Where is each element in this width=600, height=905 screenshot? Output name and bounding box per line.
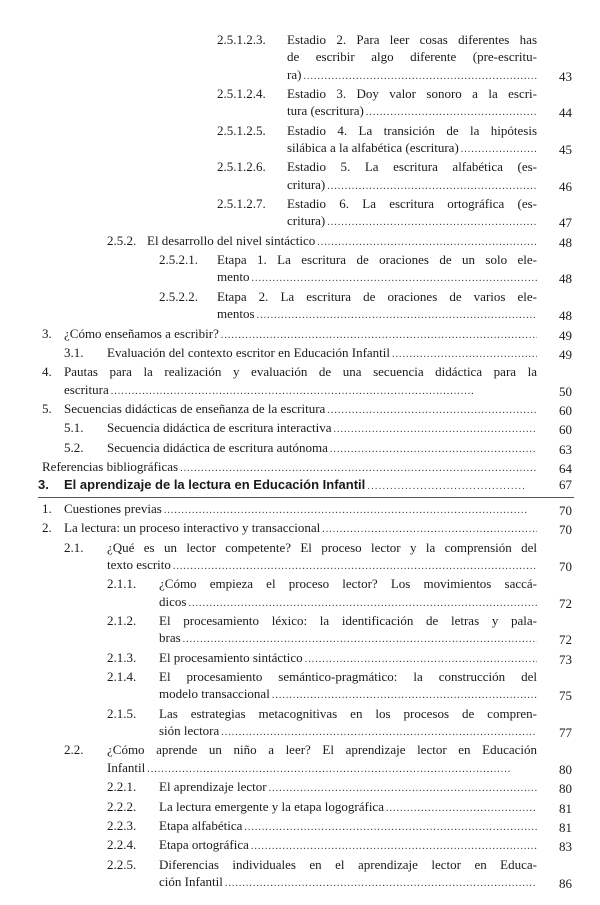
entry-line-text: ción Infantil	[159, 873, 223, 889]
dot-leader	[164, 500, 537, 519]
entry-number: 3.1.	[64, 344, 84, 360]
entry-line-text: El aprendizaje lector	[159, 779, 267, 795]
entry-line-text: Etapa ortográfica	[159, 837, 249, 853]
entry-number: 2.2.4.	[107, 837, 137, 853]
entry-line	[64, 500, 537, 519]
dot-leader	[147, 759, 537, 778]
entry-number: 5.	[42, 400, 52, 416]
entry-text	[64, 519, 537, 538]
entry-line	[107, 539, 537, 556]
toc-entry	[0, 400, 600, 419]
dot-leader	[225, 873, 537, 892]
entry-line-text: El procesamiento léxico: la identificación de letras y pala-	[159, 613, 537, 629]
entry-page-number: 47	[559, 215, 572, 231]
entry-text	[159, 705, 537, 742]
toc-entry	[0, 705, 600, 742]
entry-line-text: Infantil	[107, 759, 146, 775]
dot-leader	[322, 519, 537, 538]
entry-text	[287, 195, 537, 232]
entry-text	[107, 539, 537, 576]
dot-leader	[251, 836, 537, 855]
entry-text	[107, 344, 537, 363]
entry-line	[64, 325, 537, 344]
entry-line-text: Secuencia didáctica de escritura autónoma	[107, 439, 328, 455]
dot-leader	[330, 439, 537, 458]
dot-leader	[334, 419, 538, 438]
entry-number: 5.1.	[64, 420, 84, 436]
dot-leader	[327, 212, 537, 231]
entry-text	[64, 500, 537, 519]
entry-line-text: Etapa 2. La escritura de oraciones de varios ele-	[217, 288, 537, 304]
entry-line-text: Diferencias individuales en el aprendizaje lector en Educa-	[159, 856, 537, 872]
entry-line-text: ¿Cómo aprende un niño a leer? El aprendizaje lector en Educación	[107, 742, 537, 758]
chapter-page: 67	[559, 477, 572, 492]
toc-entry	[0, 836, 600, 855]
entry-text	[287, 31, 537, 85]
entry-text	[64, 400, 537, 419]
entry-line-text: El procesamiento semántico-pragmático: la construcción del	[159, 669, 537, 685]
dot-leader	[367, 476, 524, 496]
toc-entry	[0, 325, 600, 344]
entry-line	[287, 48, 537, 65]
entry-page-number: 45	[559, 142, 572, 158]
toc-entry	[0, 778, 600, 797]
toc-entry	[0, 500, 600, 519]
entry-text	[287, 158, 537, 195]
entry-line	[159, 722, 537, 741]
entry-page-number: 70	[559, 522, 572, 538]
entry-number: 2.2.2.	[107, 798, 137, 814]
entry-page-number: 75	[559, 688, 572, 704]
entry-text	[42, 458, 537, 477]
entry-text	[159, 575, 537, 612]
entry-line	[42, 458, 537, 477]
entry-line-text: bras	[159, 630, 181, 646]
entry-number: 5.2.	[64, 439, 84, 455]
entry-text	[287, 85, 537, 122]
entry-number: 2.5.2.	[107, 232, 137, 248]
toc-entry	[0, 575, 600, 612]
entry-page-number: 60	[559, 422, 572, 438]
dot-leader	[386, 798, 537, 817]
entry-line	[287, 195, 537, 212]
entry-page-number: 63	[559, 441, 572, 457]
entry-line-text: ra)	[287, 66, 302, 82]
entry-text	[159, 612, 537, 649]
entry-number: 1.	[42, 501, 52, 516]
entry-number: 2.1.2.	[107, 613, 137, 629]
dot-leader	[327, 400, 537, 419]
dot-leader	[244, 817, 537, 836]
entry-line	[217, 305, 537, 324]
dot-leader	[272, 685, 537, 704]
toc-entry	[0, 856, 600, 893]
entry-page-number: 50	[559, 383, 572, 399]
entry-line-text: Las estrategias metacognitivas en los procesos de compren-	[159, 705, 537, 721]
dot-leader	[327, 176, 537, 195]
entry-text	[217, 288, 537, 325]
entry-page-number: 43	[559, 68, 572, 84]
entry-line	[159, 817, 537, 836]
entry-page-number: 81	[559, 800, 572, 816]
entry-text	[159, 778, 537, 797]
entry-line-text: Estadio 5. La escritura alfabética (es-	[287, 159, 537, 175]
dot-leader	[317, 232, 537, 251]
entry-line	[287, 66, 537, 85]
toc-entry	[0, 232, 600, 251]
dot-leader	[461, 139, 537, 158]
toc-entry	[0, 668, 600, 705]
entry-text	[159, 856, 537, 893]
toc-entry	[0, 419, 600, 438]
dot-leader	[305, 649, 537, 668]
entry-line-text: Estadio 4. La transición de la hipótesis	[287, 122, 537, 138]
entry-number: 2.1.5.	[107, 705, 137, 721]
entry-line-text: Estadio 6. La escritura ortográfica (es-	[287, 196, 537, 212]
entry-line	[107, 741, 537, 758]
toc-entry	[0, 344, 600, 363]
toc-entry	[0, 363, 600, 400]
entry-text	[107, 439, 537, 458]
entry-line	[217, 268, 537, 287]
entry-line-text: La lectura: un proceso interactivo y transaccional	[64, 520, 321, 536]
entry-page-number: 80	[559, 781, 572, 797]
toc-entry	[0, 612, 600, 649]
entry-line-text: texto escrito	[107, 557, 171, 573]
toc-entry	[0, 31, 600, 85]
chapter-rule	[38, 497, 574, 498]
entry-text	[287, 122, 537, 159]
entry-number: 2.1.1.	[107, 576, 137, 592]
entry-line-text: dicos	[159, 593, 187, 609]
entry-line-text: critura)	[287, 176, 326, 192]
entry-line-text: tura (escritura)	[287, 103, 364, 119]
entry-line-text: Secuencia didáctica de escritura interactiva	[107, 420, 332, 436]
dot-leader	[188, 593, 537, 612]
entry-line-text: mento	[217, 269, 250, 285]
entry-page-number: 73	[559, 651, 572, 667]
entry-line-text: sión lectora	[159, 723, 220, 739]
entry-line	[159, 798, 537, 817]
entry-line	[107, 556, 537, 575]
entry-line	[159, 873, 537, 892]
entry-line	[287, 139, 537, 158]
entry-page-number: 49	[559, 327, 572, 343]
entry-line	[159, 575, 537, 592]
entry-page-number: 70	[559, 559, 572, 575]
entry-number: 2.2.3.	[107, 817, 137, 833]
entry-page-number: 64	[559, 460, 572, 476]
toc-entry	[0, 458, 600, 477]
entry-page-number: 48	[559, 308, 572, 324]
entry-line	[287, 122, 537, 139]
entry-line	[287, 176, 537, 195]
entry-page-number: 80	[559, 761, 572, 777]
dot-leader	[221, 722, 537, 741]
entry-line	[159, 629, 537, 648]
entry-line-text: Estadio 2. Para leer cosas diferentes has	[287, 32, 537, 47]
chapter-title: El aprendizaje de la lectura en Educación Infantil	[64, 477, 366, 492]
entry-line	[159, 649, 537, 668]
entry-line-text: Etapa 1. La escritura de oraciones de un solo ele-	[217, 252, 537, 268]
entry-line-text: ¿Cómo empieza el proceso lector? Los movimientos saccá-	[159, 576, 537, 592]
chapter-title-line	[64, 476, 524, 496]
dot-leader	[303, 66, 537, 85]
entry-text	[64, 325, 537, 344]
entry-number: 2.1.	[64, 539, 84, 555]
entry-line	[107, 344, 537, 363]
entry-line	[159, 705, 537, 722]
dot-leader	[269, 778, 537, 797]
entry-number: 2.5.1.2.5.	[217, 122, 266, 138]
entry-number: 2.1.4.	[107, 669, 137, 685]
entry-line	[64, 363, 537, 380]
entry-page-number: 83	[559, 839, 572, 855]
entry-number: 2.5.2.1.	[159, 252, 198, 268]
dot-leader	[173, 556, 537, 575]
entry-line	[64, 519, 537, 538]
entry-number: 2.2.5.	[107, 856, 137, 872]
entry-number: 2.5.1.2.7.	[217, 196, 266, 212]
entry-line-text: Evaluación del contexto escritor en Educación Infantil	[107, 344, 390, 360]
toc-entry	[0, 251, 600, 288]
entry-text	[107, 741, 537, 778]
entry-page-number: 81	[559, 819, 572, 835]
entry-text	[159, 668, 537, 705]
entry-text	[159, 817, 537, 836]
entry-line-text: ¿Qué es un lector competente? El proceso lector y la comprensión del	[107, 539, 537, 555]
entry-line-text: silábica a la alfabética (escritura)	[287, 140, 459, 156]
entry-page-number: 46	[559, 178, 572, 194]
toc-entry	[0, 519, 600, 538]
entry-number: 2.1.3.	[107, 649, 137, 665]
entry-line-text: El procesamiento sintáctico	[159, 649, 303, 665]
entry-number: 2.2.1.	[107, 779, 137, 795]
entry-line-text: de escribir algo diferente (pre-escritu-	[287, 49, 537, 65]
entry-line-text: critura)	[287, 213, 326, 229]
toc-entry	[0, 85, 600, 122]
entry-page-number: 77	[559, 725, 572, 741]
chapter-heading	[38, 476, 572, 496]
dot-leader	[392, 344, 537, 363]
entry-line-text: Secuencias didácticas de enseñanza de la escritura	[64, 400, 326, 416]
entry-line	[107, 439, 537, 458]
toc-entry	[0, 122, 600, 159]
entry-line-text: La lectura emergente y la etapa logográfica	[159, 798, 384, 814]
entry-line	[159, 668, 537, 685]
dot-leader	[221, 325, 537, 344]
entry-number: 2.5.1.2.3.	[217, 32, 266, 47]
entry-number: 2.	[42, 520, 52, 536]
entry-page-number: 72	[559, 595, 572, 611]
entry-number: 2.5.2.2.	[159, 288, 198, 304]
toc-entry	[0, 649, 600, 668]
entry-number: 2.2.	[64, 742, 84, 758]
entry-number: 2.5.1.2.6.	[217, 159, 266, 175]
entry-text	[159, 798, 537, 817]
entry-line	[159, 593, 537, 612]
entry-text	[107, 419, 537, 438]
entry-line-text: ¿Cómo enseñamos a escribir?	[64, 325, 219, 341]
entry-page-number: 49	[559, 346, 572, 362]
toc-entry	[0, 798, 600, 817]
entry-page-number: 60	[559, 402, 572, 418]
toc-entry	[0, 539, 600, 576]
dot-leader	[183, 629, 537, 648]
entry-text	[159, 649, 537, 668]
dot-leader	[111, 381, 537, 400]
dot-leader	[180, 458, 537, 477]
entry-text	[217, 251, 537, 288]
toc-entry	[0, 195, 600, 232]
entry-line	[159, 685, 537, 704]
entry-line-text: escritura	[64, 381, 109, 397]
toc-entry	[0, 158, 600, 195]
entry-line	[159, 612, 537, 629]
chapter-number: 3.	[38, 477, 49, 492]
entry-text	[147, 232, 537, 251]
entry-line-text: mentos	[217, 306, 255, 322]
entry-line	[287, 31, 537, 48]
entry-page-number: 48	[559, 234, 572, 250]
entry-line	[64, 381, 537, 400]
entry-text	[64, 363, 537, 400]
entry-line-text: El desarrollo del nivel sintáctico	[147, 232, 316, 248]
entry-line	[159, 836, 537, 855]
entry-line	[107, 759, 537, 778]
toc-section-reading	[0, 500, 600, 892]
entry-line	[217, 251, 537, 268]
toc-entry	[0, 439, 600, 458]
toc-entry	[0, 288, 600, 325]
entry-number: 3.	[42, 325, 52, 341]
toc-section-writing	[0, 31, 600, 477]
entry-line	[287, 85, 537, 102]
entry-number: 4.	[42, 364, 52, 380]
entry-line	[159, 856, 537, 873]
entry-line	[217, 288, 537, 305]
entry-line	[64, 400, 537, 419]
entry-line	[287, 158, 537, 175]
entry-page-number: 70	[559, 503, 572, 518]
entry-line-text: Etapa alfabética	[159, 817, 243, 833]
entry-line	[107, 419, 537, 438]
entry-page-number: 86	[559, 875, 572, 891]
entry-line-text: Cuestiones previas	[64, 501, 162, 516]
entry-page-number: 48	[559, 271, 572, 287]
entry-line-text: Referencias bibliográficas	[42, 458, 179, 474]
entry-line-text: Estadio 3. Doy valor sonoro a la escri-	[287, 86, 537, 102]
toc-entry	[0, 741, 600, 778]
entry-line	[159, 778, 537, 797]
entry-text	[159, 836, 537, 855]
entry-number: 2.5.1.2.4.	[217, 86, 266, 102]
dot-leader	[257, 305, 537, 324]
entry-line	[147, 232, 537, 251]
entry-page-number: 44	[559, 105, 572, 121]
entry-line	[287, 212, 537, 231]
dot-leader	[366, 102, 537, 121]
entry-line-text: modelo transaccional	[159, 686, 270, 702]
entry-line-text: Pautas para la realización y evaluación de una secuencia didáctica para la	[64, 364, 537, 380]
toc-entry	[0, 817, 600, 836]
entry-line	[287, 102, 537, 121]
entry-page-number: 72	[559, 632, 572, 648]
dot-leader	[252, 268, 538, 287]
